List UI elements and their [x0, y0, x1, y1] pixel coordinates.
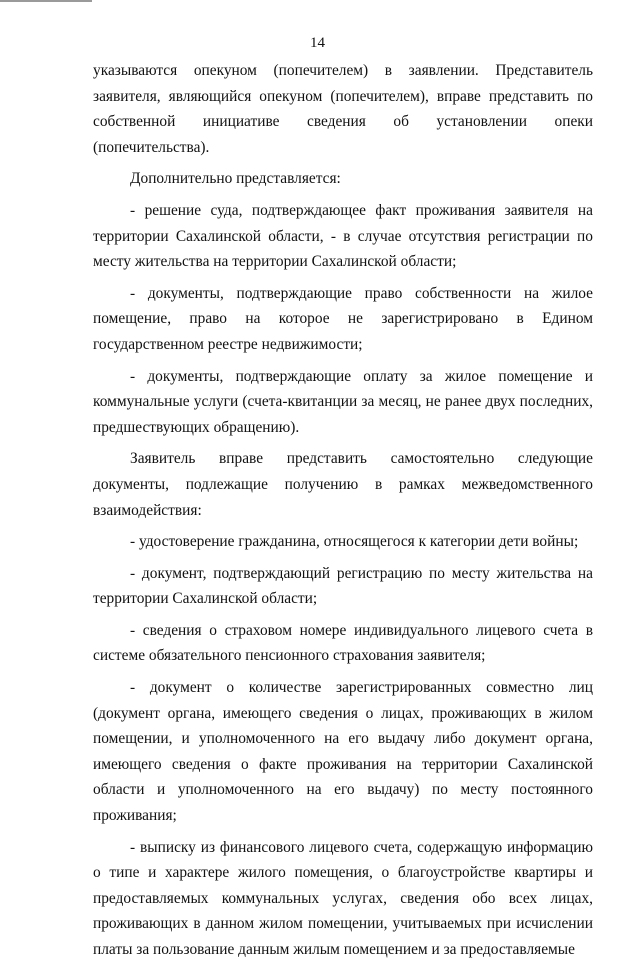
list-item-ownership-documents: - документы, подтверждающие право собственности на жилое помещение, право на которое не зарегистрировано в Едином государственном реестре недвижимости; — [93, 284, 593, 353]
list-item-court-decision: - решение суда, подтверждающее факт проживания заявителя на территории Сахалинской области, - в случае отсутствия регистрации по месту жительства на территории Сахалинской области; — [93, 201, 593, 271]
paragraph-additional-heading: Дополнительно представляется: — [130, 170, 341, 188]
paragraph-continuation: указываются опекуном (попечителем) в заявлении. Представитель заявителя, являющийся опекуном (попечителем), вправе представить по собственной инициативе сведения об установлении опеки (попечительства). — [93, 62, 593, 156]
list-item-insurance-number: - сведения о страховом номере индивидуального лицевого счета в системе обязательного пенсионного страхования заявителя; — [93, 621, 593, 665]
list-item-certificate: - удостоверение гражданина, относящегося к категории дети войны; — [130, 533, 579, 551]
list-item-payment-documents: - документы, подтверждающие оплату за жилое помещение и коммунальные услуги (счета-квитанции за месяц, не ранее двух последних, предшествующих обращению). — [93, 367, 593, 436]
scan-corner-mark — [0, 0, 92, 2]
list-item-registration-document: - документ, подтверждающий регистрацию по месту жительства на территории Сахалинской области; — [93, 564, 593, 608]
paragraph-applicant-rights: Заявитель вправе представить самостоятельно следующие документы, подлежащие получению в рамках межведомственного взаимодействия: — [93, 450, 593, 519]
document-body — [93, 58, 593, 963]
page-number: 14 — [310, 35, 325, 51]
list-item-registered-persons: - документ о количестве зарегистрированных совместно лиц (документ органа, имеющего сведения о лицах, проживающих в жилом помещении, и уполномоченного на его выдачу либо документ органа, имеющего сведения о факте проживания на территории Сахалинской области и уполномоченного на его выдачу) по месту постоянного проживания; — [93, 679, 593, 825]
list-item-account-statement: - выписку из финансового лицевого счета, содержащую информацию о типе и характере жилого помещения, о благоустройстве квартиры и предоставляемых коммунальных услугах, сведения обо всех лицах, проживающих в данном жилом помещении, учитываемых при исчислении платы за пользование данным жилым помещением и за предоставляемые — [93, 838, 593, 958]
